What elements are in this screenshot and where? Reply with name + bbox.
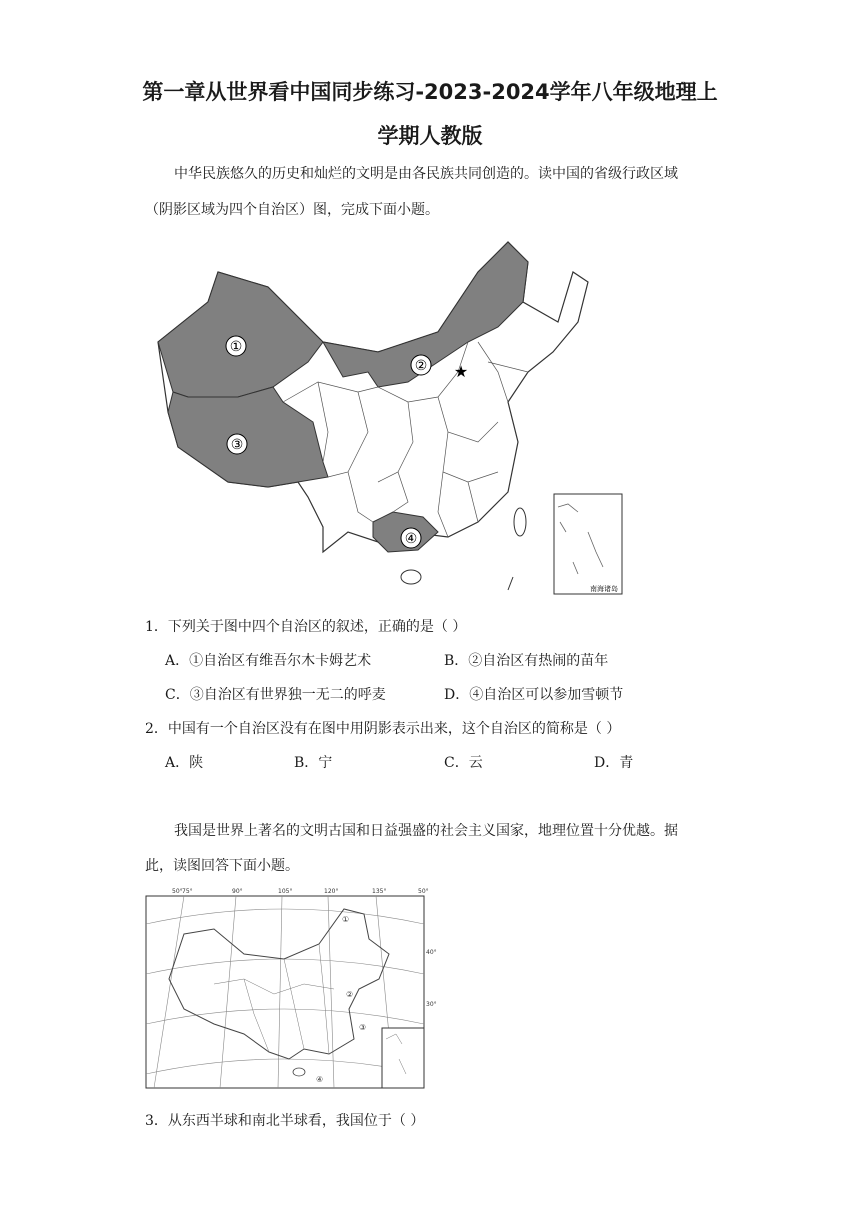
map2-marker-4: ④	[316, 1075, 324, 1084]
q1-option-d[interactable]: D．④自治区可以参加雪顿节	[444, 687, 624, 703]
map2-marker-2: ②	[346, 990, 354, 999]
q1-option-a[interactable]: A．①自治区有维吾尔木卡姆艺术	[165, 653, 372, 669]
q2-option-d[interactable]: D．青	[594, 755, 634, 771]
lon-label-90: 90°	[232, 888, 243, 895]
lon-label-50-right: 50°	[418, 888, 429, 895]
q2-option-c[interactable]: C．云	[444, 755, 483, 771]
taiwan-island	[514, 508, 526, 536]
lon-label-105: 105°	[278, 888, 293, 895]
q2-option-a[interactable]: A．陕	[165, 755, 204, 771]
lon-label-120: 120°	[324, 888, 339, 895]
document-title-line2: 学期人教版	[377, 124, 483, 148]
passage2-line2: 此，读图回答下面小题。	[145, 858, 299, 874]
china-autonomous-regions-map	[148, 232, 628, 598]
lon-label-75: 75°	[182, 888, 193, 895]
q2-option-b[interactable]: B．宁	[294, 755, 333, 771]
map2-marker-1: ①	[342, 915, 350, 924]
q1-option-b[interactable]: B．②自治区有热闹的苗年	[444, 653, 609, 669]
map1-label-1: ①	[229, 339, 243, 355]
map2-inset	[382, 1028, 424, 1088]
lon-label-135: 135°	[372, 888, 387, 895]
beijing-star-icon: ★	[453, 362, 469, 381]
lon-label-50-left: 50°	[172, 888, 183, 895]
q1-stem: 1．下列关于图中四个自治区的叙述，正确的是（ ）	[145, 619, 467, 635]
q3-stem: 3．从东西半球和南北半球看，我国位于（ ）	[145, 1113, 425, 1129]
lat-label-40: 40°	[426, 949, 437, 956]
q1-option-c[interactable]: C．③自治区有世界独一无二的呼麦	[165, 687, 386, 703]
passage1-line1: 中华民族悠久的历史和灿烂的文明是由各民族共同创造的。读中国的省级行政区域	[174, 166, 678, 182]
map2-marker-3: ③	[359, 1023, 367, 1032]
south-china-sea-inset-label: 南海诸岛	[590, 585, 618, 593]
lat-label-30: 30°	[426, 1001, 437, 1008]
south-china-sea-inset	[554, 494, 622, 594]
map1-label-2: ②	[414, 358, 428, 374]
hainan-island	[401, 570, 421, 584]
passage1-line2: （阴影区域为四个自治区）图，完成下面小题。	[145, 202, 439, 218]
passage2-line1: 我国是世界上著名的文明古国和日益强盛的社会主义国家，地理位置十分优越。据	[174, 823, 678, 839]
q2-stem: 2．中国有一个自治区没有在图中用阴影表示出来，这个自治区的简称是（ ）	[145, 721, 621, 737]
map1-label-4: ④	[404, 531, 418, 547]
map1-label-3: ③	[230, 437, 244, 453]
document-title-line1: 第一章从世界看中国同步练习-2023-2024学年八年级地理上	[142, 80, 718, 104]
china-lat-lon-map	[144, 884, 437, 1090]
